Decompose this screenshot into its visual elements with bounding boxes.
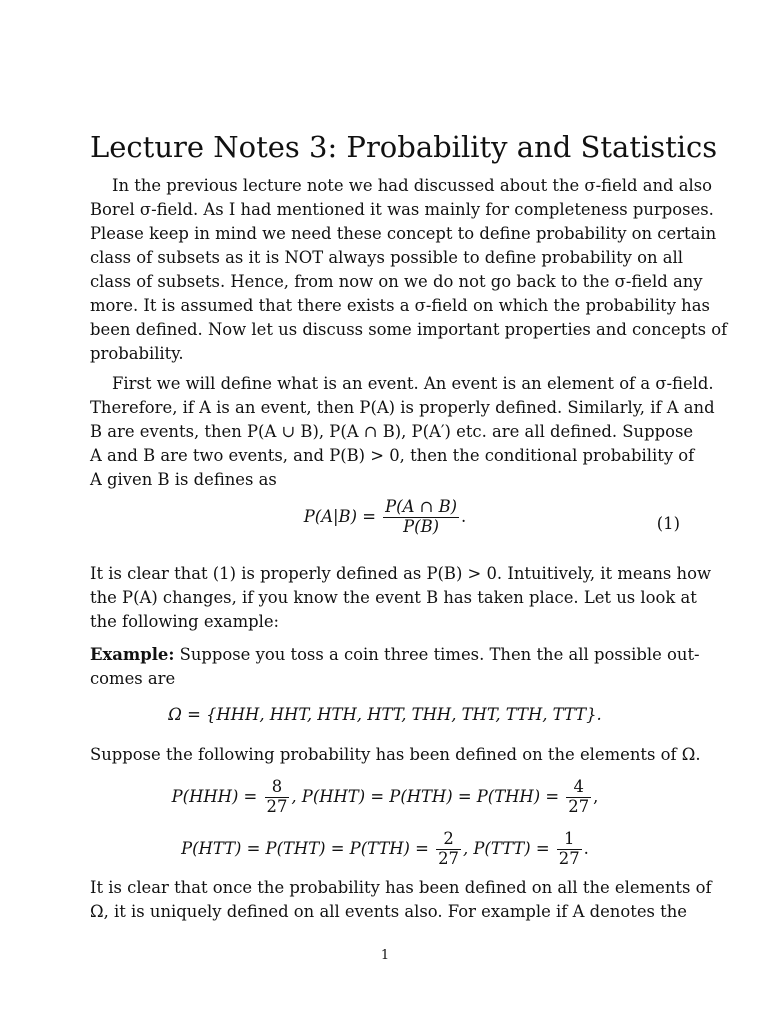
text-line: Ω, it is uniquely defined on all events also. For example if A denotes the xyxy=(90,902,687,921)
page-number: 1 xyxy=(380,948,390,963)
text-line: A given B is defines as xyxy=(90,470,277,489)
paragraph-example xyxy=(90,643,700,691)
text-line: Suppose the following probability has been defined on the elements of Ω. xyxy=(90,745,701,764)
text-line: the following example: xyxy=(90,612,280,631)
paragraph-events xyxy=(90,876,712,924)
paragraph-probability-definition xyxy=(90,743,701,767)
equation-text: , xyxy=(593,786,599,806)
equation-text: P(HHH) = xyxy=(171,786,258,806)
text-line: the P(A) changes, if you know the event B has taken place. Let us look at xyxy=(90,588,697,607)
text-line: First we will define what is an event. An event is an element of a σ-field. xyxy=(112,374,714,393)
text-line: It is clear that (1) is properly defined as P(B) > 0. Intuitively, it means how xyxy=(90,564,711,583)
equation-text: . xyxy=(583,838,589,858)
text-line: class of subsets. Hence, from now on we do not go back to the σ-field any xyxy=(90,272,703,291)
text-line: B are events, then P(A ∪ B), P(A ∩ B), P(A′) etc. are all defined. Suppose xyxy=(90,422,694,441)
text-line: Therefore, if A is an event, then P(A) is properly defined. Similarly, if A and xyxy=(90,398,715,417)
fraction-numerator: 2 xyxy=(436,830,461,850)
text-line: more. It is assumed that there exists a σ-field on which the probability has xyxy=(90,296,710,315)
text-line: probability. xyxy=(90,344,184,363)
equation-fraction xyxy=(383,498,459,537)
fraction-denominator: 27 xyxy=(558,848,580,868)
fraction-denominator: 27 xyxy=(266,796,288,816)
text-line: comes are xyxy=(90,669,176,688)
equation-text: P(HTT) = P(THT) = P(TTH) = xyxy=(181,838,429,858)
equation-lhs: P(A|B) = xyxy=(303,506,376,526)
equation-fraction xyxy=(566,778,591,817)
equation-number: (1) xyxy=(656,514,680,533)
fraction-denominator: 27 xyxy=(568,796,590,816)
equation-fraction xyxy=(557,830,582,869)
document-title: Lecture Notes 3: Probability and Statistics xyxy=(90,130,718,165)
equation-conditional-probability xyxy=(90,498,680,537)
paragraph-intro xyxy=(90,174,728,366)
fraction-numerator: 8 xyxy=(265,778,290,798)
text-line: class of subsets as it is NOT always possible to define probability on all xyxy=(90,248,684,267)
sample-space-equation: Ω = {HHH, HHT, HTH, HTT, THH, THT, TTH, TTT}. xyxy=(168,705,602,724)
example-label: Example: xyxy=(90,645,175,664)
equation-text: , P(TTT) = xyxy=(462,838,550,858)
equation-fraction xyxy=(265,778,290,817)
text-line: A and B are two events, and P(B) > 0, then the conditional probability of xyxy=(90,446,695,465)
example-text: Suppose you toss a coin three times. Then the all possible out- xyxy=(179,645,700,664)
probability-assignment-line-1 xyxy=(90,778,680,817)
equation-text: , P(HHT) = P(HTH) = P(THH) = xyxy=(291,786,560,806)
text-line: Borel σ-field. As I had mentioned it was mainly for completeness purposes. xyxy=(90,200,714,219)
equation-trail: . xyxy=(461,506,467,526)
fraction-denominator: 27 xyxy=(438,848,459,868)
text-line: Please keep in mind we need these concept to define probability on certain xyxy=(90,224,717,243)
text-line: In the previous lecture note we had discussed about the σ-field and also xyxy=(112,176,713,195)
document-page xyxy=(90,0,728,1024)
text-line xyxy=(90,643,700,667)
fraction-denominator: P(B) xyxy=(403,516,440,536)
fraction-numerator: 1 xyxy=(557,830,582,850)
fraction-numerator: 4 xyxy=(566,778,591,798)
paragraph-interpretation xyxy=(90,562,711,634)
text-line: It is clear that once the probability has been defined on all the elements of xyxy=(90,878,712,897)
fraction-numerator: P(A ∩ B) xyxy=(385,497,458,516)
paragraph-event-definition xyxy=(90,372,715,492)
probability-assignment-line-2 xyxy=(90,830,680,869)
text-line: been defined. Now let us discuss some important properties and concepts of xyxy=(90,320,728,339)
equation-fraction xyxy=(436,830,461,869)
